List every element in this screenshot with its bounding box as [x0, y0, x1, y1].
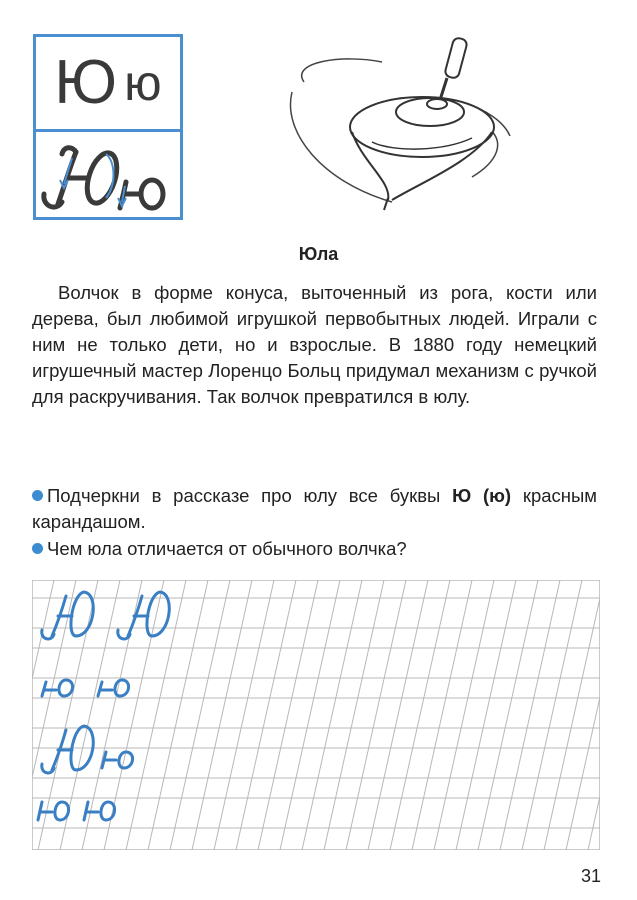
story-text [32, 280, 597, 410]
script-letters-icon [36, 132, 180, 217]
grid-slant-line [368, 580, 428, 850]
grid-slant-line [478, 580, 538, 850]
task2-text: Чем юла отличается от обычного волчка? [47, 538, 407, 559]
grid-slant-line [236, 580, 296, 850]
grid-slant-line [412, 580, 472, 850]
script-yu-word [42, 726, 133, 773]
grid-slant-line [214, 580, 274, 850]
story-title: Юла [298, 244, 339, 264]
grid-slant-line [500, 580, 560, 850]
bullet-icon [32, 543, 43, 554]
copybook-grid[interactable] [32, 580, 600, 850]
task1-text-end: красным карандашом. [32, 485, 598, 532]
grid-slant-line [32, 580, 54, 850]
grid-slant-line [434, 580, 494, 850]
spinning-top-icon [282, 32, 522, 222]
grid-slant-line [390, 580, 450, 850]
printed-uppercase-letter: Ю [54, 48, 117, 117]
grid-slant-line [258, 580, 318, 850]
bullet-icon [32, 490, 43, 501]
letter-card [33, 34, 183, 220]
script-small-yu [42, 680, 73, 696]
script-capital-yu [118, 592, 170, 639]
grid-slant-line [346, 580, 406, 850]
grid-slant-line [148, 580, 208, 850]
printed-lowercase-letter: ю [124, 55, 162, 111]
task1-text-start: Подчеркни в рассказе про юлу все буквы [47, 485, 441, 506]
task-underline [32, 483, 597, 535]
story-paragraph: Волчок в форме конуса, выточенный из рога, кости или дерева, был любимой игрушкой первобытных людей. Играли с ним не только дети, но и взрослые. В 1880 году немецкий игрушечный мастер Лоренцо Больц придумал механизм с ручкой для раскручивания. Так волчок превратился в юлу. [32, 282, 597, 407]
grid-slant-line [170, 580, 230, 850]
task1-letters: Ю (ю) [452, 485, 512, 506]
task-question [32, 536, 597, 562]
grid-slant-line [522, 580, 582, 850]
printed-letters [36, 37, 180, 132]
page-number: 31 [580, 866, 601, 886]
script-small-yu [98, 680, 129, 696]
grid-slant-line [324, 580, 384, 850]
grid-slant-line [302, 580, 362, 850]
copybook-lines [32, 580, 600, 850]
script-small-yu-pair [38, 802, 115, 820]
grid-slant-line [192, 580, 252, 850]
grid-slant-line [588, 580, 600, 850]
grid-slant-line [456, 580, 516, 850]
grid-slant-line [280, 580, 340, 850]
